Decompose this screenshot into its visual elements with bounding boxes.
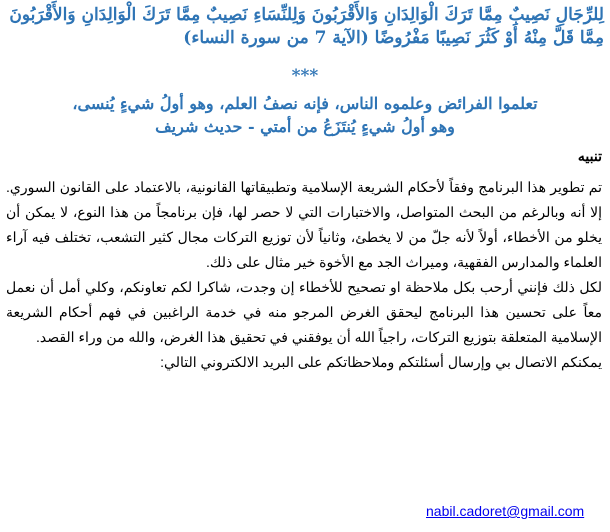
notice-title: تنبيه bbox=[577, 148, 602, 164]
notice-paragraph-1: تم تطوير هذا البرنامج وفقاً لأحكام الشريعة الإسلامية وتطبيقاتها القانونية، بالاعتماد على القانون السوري. إلا أنه وبالرغم من البحث المتواصل، والاختبارات التي لا حصر لها، فإن برنامجاً من هذا النوع، لا يمكن أن يخلو من الأخطاء، أولاً لأنه جلّ من لا يخطئ، وثانياً لأن توزيع التركات مجال كثير التشعب، تختلف فيه آراء العلماء والمدارس الفقهية، وميراث الجد مع الأخوة خير مثال على ذلك. bbox=[6, 179, 602, 270]
email-link[interactable]: nabil.cadoret@gmail.com bbox=[426, 503, 585, 519]
contact-text: يمكنكم الاتصال بي وإرسال أسئلتكم وملاحظاتكم على البريد الالكتروني التالي: bbox=[160, 354, 602, 370]
separator-stars: *** bbox=[291, 66, 319, 86]
hadith-line-2: وهو أولُ شيءٍ يُنتَزَعُ من أمتي - حديث شريف bbox=[155, 117, 455, 136]
quran-verse: لِلرِّجَالِ نَصِيبٌ مِمَّا تَرَكَ الْوَالِدَانِ وَالأَقْرَبُونَ وَلِلنِّسَاءِ نَصِيبٌ مِمَّا تَرَكَ الْوَالِدَانِ وَالأَقْرَبُونَ مِمَّا قَلَّ مِنْهُ أَوْ كَثُرَ نَصِيبًا مَفْرُوضًا (الآية 7 من سورة النساء) bbox=[9, 5, 604, 48]
hadith-line-1: تعلموا الفرائض وعلموه الناس، فإنه نصفُ العلم، وهو أولُ شيءٍ يُنسى، bbox=[72, 94, 538, 113]
notice-body bbox=[6, 175, 602, 375]
notice-paragraph-2: لكل ذلك فإنني أرحب بكل ملاحظة او تصحيح للأخطاء إن وجدت، شاكرا لكم تعاونكم، وكلي أمل أن نعمل معاً على تحسين هذا البرنامج ليحقق الغرض المرجو منه في خدمة الراغبين في فهم أحكام الشريعة الإسلامية المتعلقة بتوزيع التركات، راجياً الله أن يوفقني في تحقيق هذا الغرض، والله من وراء القصد. bbox=[6, 279, 602, 345]
hadith-quote bbox=[6, 92, 604, 138]
